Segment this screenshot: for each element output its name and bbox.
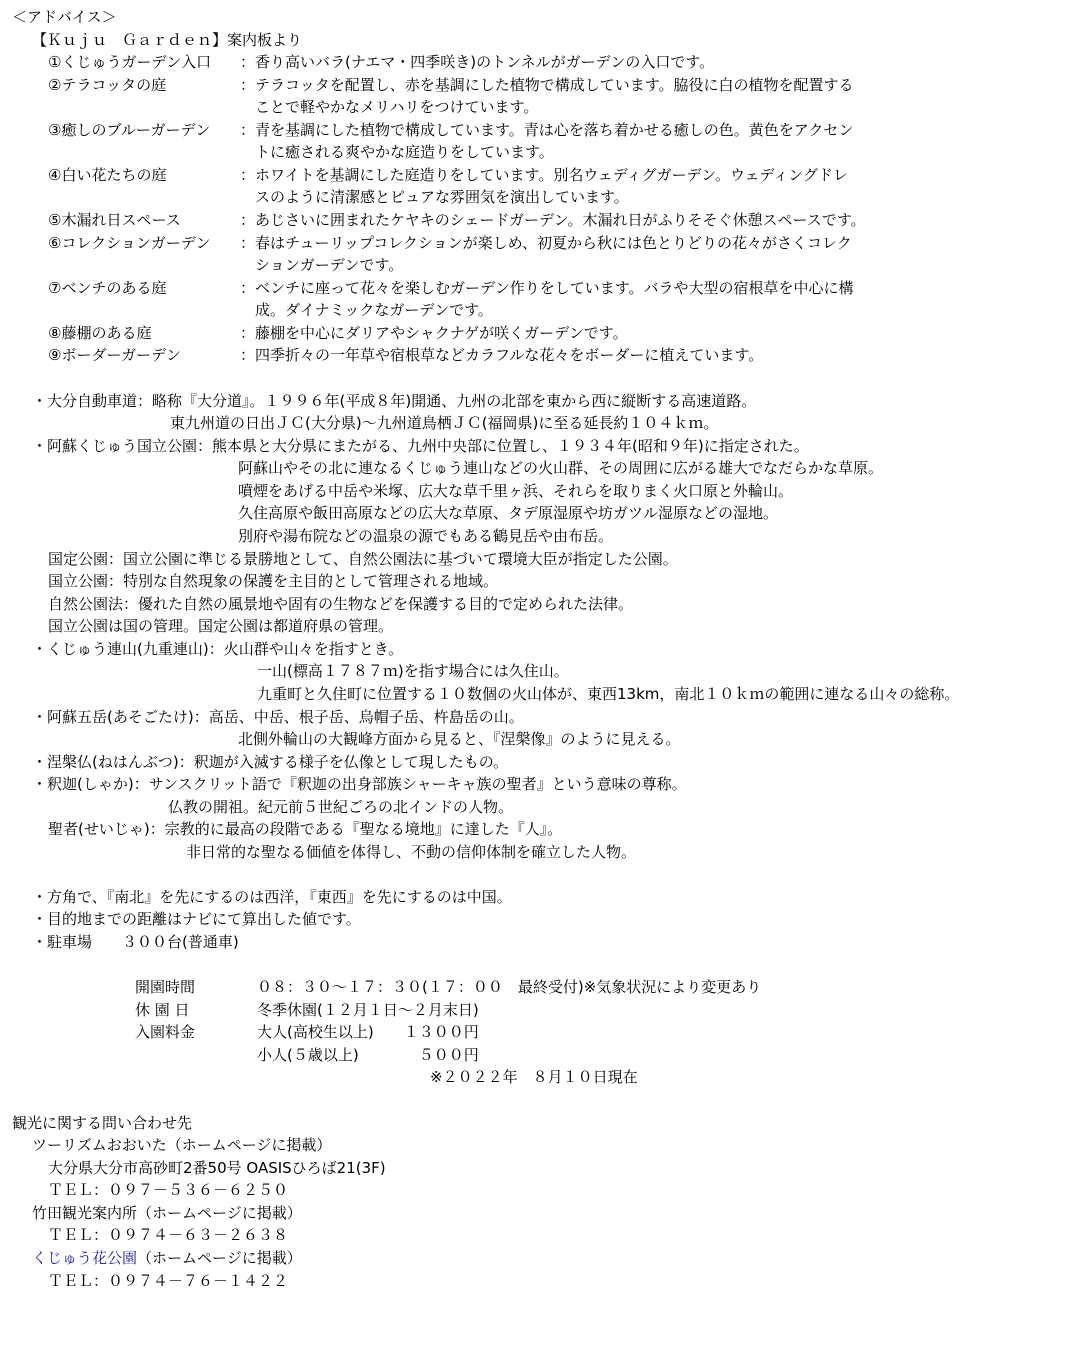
garden-item-name: ⑨ボーダーガーデン	[48, 346, 181, 364]
contact-org-row	[32, 1247, 302, 1269]
garden-item-name: ②テラコッタの庭	[48, 76, 167, 94]
garden-item-name: ①くじゅうガーデン入口	[48, 53, 212, 71]
note-line: 一山(標高１７８７ｍ)を指す場合には久住山。	[257, 662, 569, 680]
note-line: 国立公園：特別な自然現象の保護を主目的として管理される地域。	[48, 572, 499, 590]
garden-item-desc: ：テラコッタを配置し、赤を基調にした植物で構成しています。脇役に白の植物を配置する	[240, 76, 854, 94]
contact-tel: ＴＥＬ：０９７－５３６－６２５０	[48, 1181, 289, 1199]
note-line: 非日常的な聖なる価値を体得し、不動の信仰体制を確立した人物。	[186, 843, 637, 861]
advice-heading: ＜アドバイス＞	[12, 8, 117, 26]
entrance-fee-label: 入園料金	[135, 1023, 196, 1041]
note-line: 東九州道の日出ＪＣ(大分県)～九州道鳥栖ＪＣ(福岡県)に至る延長約１０４ｋｍ。	[170, 414, 719, 432]
garden-item-desc: ：香り高いバラ(ナエマ・四季咲き)のトンネルがガーデンの入口です。	[240, 53, 715, 71]
garden-item-desc-cont: ションガーデンです。	[255, 256, 404, 274]
note-line: ・阿蘇くじゅう国立公園：熊本県と大分県にまたがる、九州中央部に位置し、１９３４年(昭和９年)に指定された。	[32, 437, 809, 455]
note-line: ・くじゅう連山(九重連山)：火山群や山々を指すとき。	[32, 640, 404, 658]
contact-org: 竹田観光案内所（ホームページに掲載）	[32, 1204, 302, 1222]
garden-source: 【Ｋｕｊｕ Ｇａｒｄｅｎ】案内板より	[32, 31, 303, 49]
note-line: 阿蘇山やその北に連なるくじゅう連山などの火山群、その周囲に広がる雄大でなだらかな草原。	[238, 459, 884, 477]
note-line: 久住高原や飯田高原などの広大な草原、タデ原湿原や坊ガツル湿原などの湿地。	[238, 504, 779, 522]
note-line: 別府や湯布院などの温泉の源でもある鶴見岳や由布岳。	[238, 527, 614, 545]
note-line: 噴煙をあげる中岳や米塚、広大な草千里ヶ浜、それらを取りまく火口原と外輪山。	[238, 482, 794, 500]
entrance-fee-child: 小人(５歳以上) ５００円	[257, 1046, 479, 1064]
contact-org: ツーリズムおおいた（ホームページに掲載）	[32, 1136, 332, 1154]
kuju-flower-park-link[interactable]: くじゅう花公園	[32, 1249, 138, 1267]
note-line: ・大分自動車道：略称『大分道』。１９９６年(平成８年)開通、九州の北部を東から西に縦断する高速道路。	[32, 392, 757, 410]
note-line: 仏教の開祖。紀元前５世紀ごろの北インドの人物。	[168, 798, 514, 816]
garden-item-desc-cont: スのように清潔感とピュアな雰囲気を演出しています。	[255, 188, 629, 206]
garden-item-desc-cont: ことで軽やかなメリハリをつけています。	[255, 98, 539, 116]
garden-item-name: ③癒しのブルーガーデン	[48, 121, 211, 139]
note-line: 国定公園：国立公園に準じる景勝地として、自然公園法に基づいて環境大臣が指定した公園。	[48, 550, 678, 568]
garden-item-desc: ：春はチューリップコレクションが楽しめ、初夏から秋には色とりどりの花々がさくコレク	[240, 234, 852, 252]
note-line: 聖者(せいじゃ)：宗教的に最高の段階である『聖なる境地』に達した『人』。	[48, 820, 563, 838]
contact-tel: ＴＥＬ：０９７４－６３－２６３８	[48, 1226, 289, 1244]
contact-address: 大分県大分市高砂町2番50号 OASISひろば21(3F)	[48, 1159, 386, 1177]
closed-days-label: 休 園 日	[135, 1001, 190, 1019]
garden-item-name: ⑦ベンチのある庭	[48, 279, 167, 297]
open-hours-value: ０８：３０～１７：３０(１７：００ 最終受付)※気象状況により変更あり	[257, 978, 762, 996]
garden-item-desc: ：四季折々の一年草や宿根草などカラフルな花々をボーダーに植えています。	[240, 346, 764, 364]
note-line: ・阿蘇五岳(あそごたけ)：高岳、中岳、根子岳、烏帽子岳、杵島岳の山。	[32, 708, 524, 726]
garden-item-desc-cont: トに癒される爽やかな庭造りをしています。	[255, 143, 554, 161]
garden-item-name: ⑥コレクションガーデン	[48, 234, 211, 252]
garden-item-desc: ：ベンチに座って花々を楽しむガーデン作りをしています。バラや大型の宿根草を中心に構	[240, 279, 854, 297]
garden-item-name: ④白い花たちの庭	[48, 166, 167, 184]
parking-line: ・駐車場 ３００台(普通車)	[32, 933, 239, 951]
as-of-date: ※２０２２年 ８月１０日現在	[430, 1068, 638, 1086]
garden-item-desc: ：藤棚を中心にダリアやシャクナゲが咲くガーデンです。	[240, 324, 628, 342]
note-line: 北側外輪山の大観峰方面から見ると、『涅槃像』のように見える。	[238, 730, 681, 748]
garden-item-desc: ：青を基調にした植物で構成しています。青は心を落ち着かせる癒しの色。黄色をアクセン	[240, 121, 854, 139]
garden-item-desc-cont: 成。ダイナミックなガーデンです。	[255, 301, 493, 319]
note-line: 自然公園法：優れた自然の風景地や固有の生物などを保護する目的で定められた法律。	[48, 595, 634, 613]
garden-item-name: ⑤木漏れ日スペース	[48, 211, 181, 229]
closed-days-value: 冬季休園(１２月１日～２月末日)	[257, 1001, 479, 1019]
note-line: ・釈迦(しゃか)：サンスクリット語で『釈迦の出身部族シャーキャ族の聖者』という意味の尊称。	[32, 775, 687, 793]
contact-title: 観光に関する問い合わせ先	[12, 1114, 193, 1132]
contact-tel: ＴＥＬ：０９７４－７６－１４２２	[48, 1272, 289, 1290]
note-line: 国立公園は国の管理。国定公園は都道府県の管理。	[48, 617, 394, 635]
contact-org-note: （ホームページに掲載）	[137, 1249, 302, 1267]
note-line: 九重町と久住町に位置する１０数個の火山体が、東西13km，南北１０ｋｍの範囲に連なる山々の総称。	[257, 685, 960, 703]
note-line: ・涅槃仏(ねはんぶつ)：釈迦が入滅する様子を仏像として現したもの。	[32, 753, 509, 771]
garden-item-desc: ：ホワイトを基調にした庭造りをしています。別名ウェディグガーデン。ウェディングドレ	[240, 166, 848, 184]
open-hours-label: 開園時間	[135, 978, 196, 996]
misc-line: ・目的地までの距離はナビにて算出した値です。	[32, 910, 361, 928]
misc-line: ・方角で、『南北』を先にするのは西洋，『東西』を先にするのは中国。	[32, 888, 512, 906]
garden-item-desc: ：あじさいに囲まれたケヤキのシェードガーデン。木漏れ日がふりそそぐ休憩スペースです。	[240, 211, 866, 229]
entrance-fee-adult: 大人(高校生以上) １３００円	[257, 1023, 479, 1041]
garden-item-name: ⑧藤棚のある庭	[48, 324, 152, 342]
